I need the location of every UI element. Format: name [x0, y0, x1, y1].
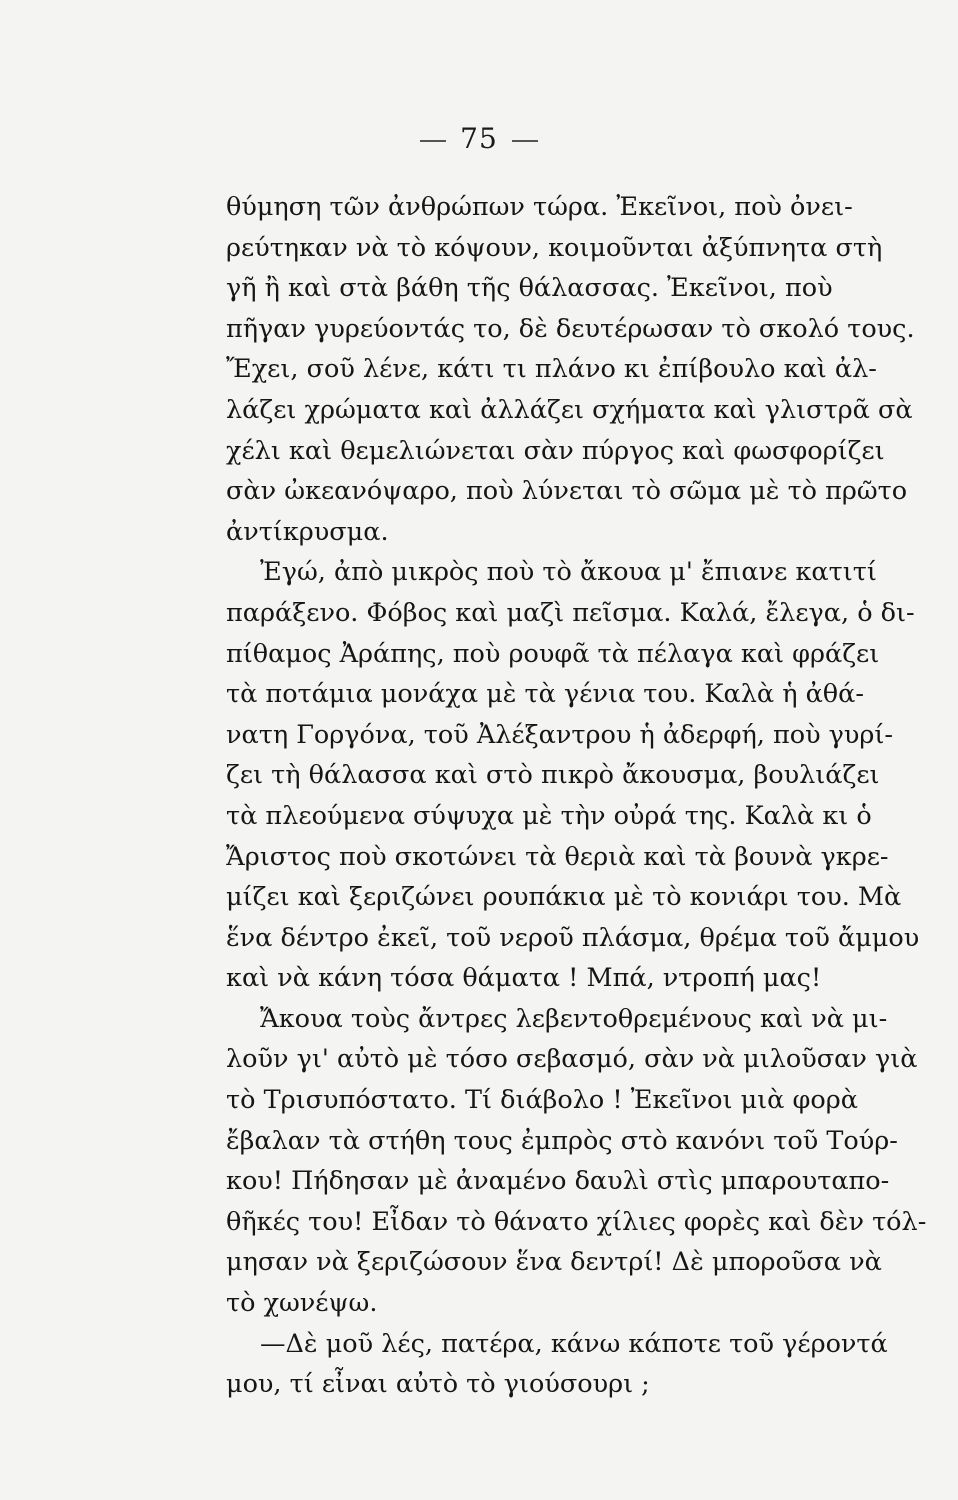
text-line: λοῦν γι' αὐτὸ μὲ τόσο σεβασμό, σὰν νὰ μιλοῦσαν γιὰ	[226, 1044, 918, 1075]
text-line: τὰ πλεούμενα σύψυχα μὲ τὴν οὐρά της. Καλὰ κι ὁ	[226, 800, 872, 831]
page-number-dash-right	[512, 140, 538, 142]
text-line: ρεύτηκαν νὰ τὸ κόψουν, κοιμοῦνται ἀξύπνητα στὴ	[226, 232, 883, 263]
text-line: ζει τὴ θάλασσα καὶ στὸ πικρὸ ἄκουσμα, βουλιάζει	[226, 760, 880, 791]
text-line: χέλι καὶ θεμελιώνεται σὰν πύργος καὶ φωσφορίζει	[226, 435, 885, 466]
text-line: σὰν ὠκεανόψαρο, ποὺ λύνεται τὸ σῶμα μὲ τὸ πρῶτο	[226, 476, 908, 507]
page-number	[0, 122, 958, 155]
text-line: μησαν νὰ ξεριζώσουν ἕνα δεντρί! Δὲ μποροῦσα νὰ	[226, 1247, 882, 1278]
text-line: παράξενο. Φόβος καὶ μαζὶ πεῖσμα. Καλά, ἔλεγα, ὁ δι-	[226, 597, 915, 628]
text-line: τὸ χωνέψω.	[226, 1288, 378, 1319]
text-line: Ἐγώ, ἀπὸ μικρὸς ποὺ τὸ ἄκουα μ' ἔπιανε κατιτί	[260, 557, 877, 588]
text-line: τὰ ποτάμια μονάχα μὲ τὰ γένια του. Καλὰ ἡ ἀθά-	[226, 679, 864, 710]
text-line: μου, τί εἶναι αὐτὸ τὸ γιούσουρι ;	[226, 1369, 650, 1400]
text-line: ἔβαλαν τὰ στήθη τους ἐμπρὸς στὸ κανόνι τοῦ Τούρ-	[226, 1125, 898, 1156]
text-line: γῆ ἢ καὶ στὰ βάθη τῆς θάλασσας. Ἐκεῖνοι, ποὺ	[226, 273, 833, 304]
text-line: τὸ Τρισυπόστατο. Τί διάβολο ! Ἐκεῖνοι μιὰ φορὰ	[226, 1085, 858, 1116]
page-number-text: 75	[460, 122, 498, 155]
page-number-dash-left	[420, 140, 446, 142]
text-line: μίζει καὶ ξεριζώνει ρουπάκια μὲ τὸ κονιάρι του. Μὰ	[226, 882, 902, 913]
text-line: ἀντίκρυσμα.	[226, 516, 389, 547]
text-line: Ἔχει, σοῦ λένε, κάτι τι πλάνο κι ἐπίβουλο καὶ ἀλ-	[226, 354, 877, 385]
text-line: Ἄριστος ποὺ σκοτώνει τὰ θεριὰ καὶ τὰ βουνὰ γκρε-	[226, 841, 889, 872]
text-line: λάζει χρώματα καὶ ἀλλάζει σχήματα καὶ γλιστρᾶ σὰ	[226, 394, 913, 425]
text-line: —Δὲ μοῦ λές, πατέρα, κάνω κάποτε τοῦ γέροντά	[260, 1328, 888, 1359]
text-line: πῆγαν γυρεύοντάς το, δὲ δευτέρωσαν τὸ σκολό τους.	[226, 313, 915, 344]
text-line: θύμηση τῶν ἀνθρώπων τώρα. Ἐκεῖνοι, ποὺ ὀνει-	[226, 192, 853, 222]
text-line: Ἄκουα τοὺς ἄντρες λεβεντοθρεμένους καὶ νὰ μι-	[260, 1003, 888, 1034]
text-line: καὶ νὰ κάνη τόσα θάματα ! Μπά, ντροπή μας!	[226, 963, 822, 994]
text-line: κου! Πήδησαν μὲ ἀναμένο δαυλὶ στὶς μπαρουταπο-	[226, 1166, 890, 1197]
text-line: ἕνα δέντρο ἐκεῖ, τοῦ νεροῦ πλάσμα, θρέμα τοῦ ἄμμου	[226, 922, 920, 953]
body-text	[226, 187, 927, 1405]
text-line: πίθαμος Ἀράπης, ποὺ ρουφᾶ τὰ πέλαγα καὶ φράζει	[226, 638, 880, 669]
text-line: νατη Γοργόνα, τοῦ Ἀλέξαντρου ἡ ἀδερφή, ποὺ γυρί-	[226, 719, 894, 750]
text-line: θῆκές του! Εἶδαν τὸ θάνατο χίλιες φορὲς καὶ δὲν τόλ-	[226, 1206, 927, 1237]
